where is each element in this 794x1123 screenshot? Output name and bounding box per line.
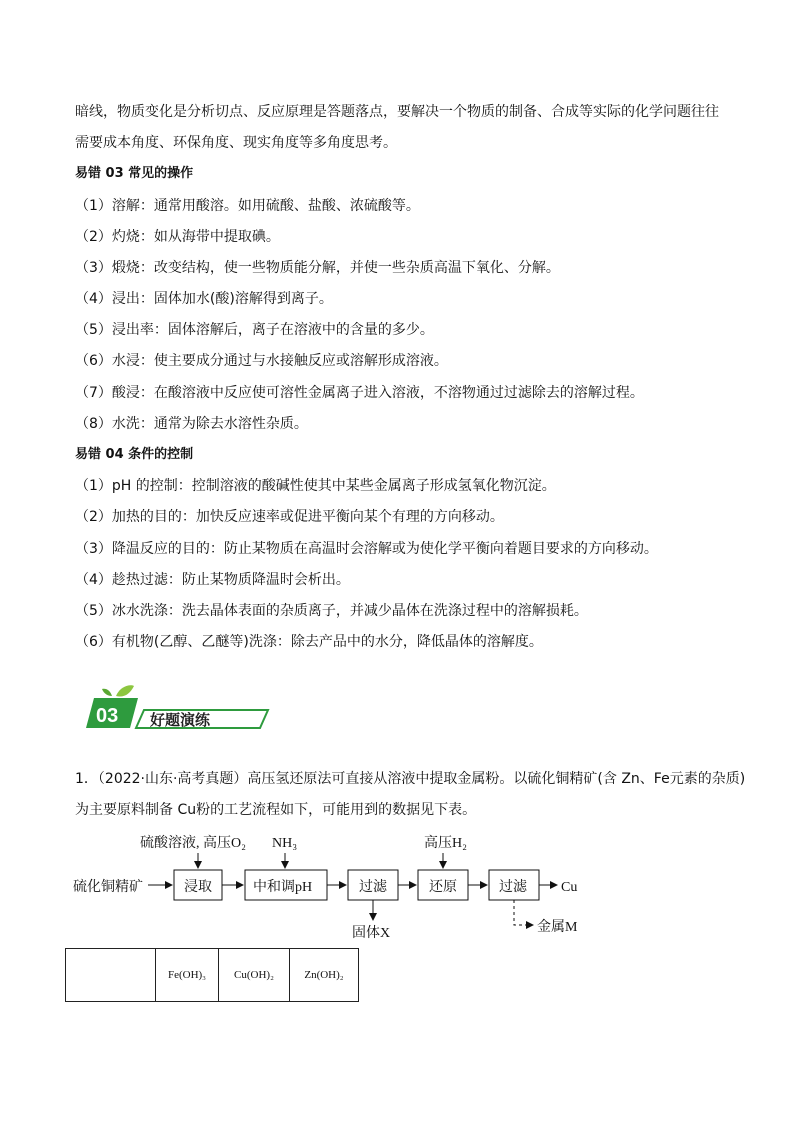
- list-item: （8）水洗：通常为除去水溶性杂质。: [75, 416, 308, 432]
- list-item: （5）冰水洗涤：洗去晶体表面的杂质离子，并减少晶体在洗涤过程中的溶解损耗。: [75, 603, 588, 619]
- table-cell: Cu(OH)₂: [219, 949, 290, 1002]
- intro-line-1: 暗线，物质变化是分析切点、反应原理是答题落点，要解决一个物质的制备、合成等实际的化学问题往往: [75, 104, 719, 120]
- flow-end: Cu: [561, 880, 578, 895]
- list-item: （6）水浸：使主要成分通过与水接触反应或溶解形成溶液。: [75, 353, 448, 369]
- list-item: （6）有机物(乙醇、乙醚等)洗涤：除去产品中的水分，降低晶体的溶解度。: [75, 634, 543, 650]
- list-item: （2）加热的目的：加快反应速率或促进平衡向某个有理的方向移动。: [75, 509, 504, 525]
- flow-step-5: 过滤: [499, 880, 527, 895]
- flow-step-3: 过滤: [359, 880, 387, 895]
- table-cell: [66, 949, 156, 1002]
- flow-start: 硫化铜精矿: [73, 880, 143, 895]
- flow-reagent-3: 高压H₂: [424, 836, 467, 851]
- section-03-title: 易错 03 常见的操作: [75, 166, 194, 181]
- flow-step-1: 浸取: [184, 880, 212, 895]
- list-item: （3）煅烧：改变结构，使一些物质能分解，并使一些杂质高温下氧化、分解。: [75, 260, 560, 276]
- flow-byproduct-2: 金属M: [537, 920, 578, 935]
- intro-line-2: 需要成本角度、环保角度、现实角度等多角度思考。: [75, 135, 397, 151]
- question-line-2: 为主要原料制备 Cu粉的工艺流程如下，可能用到的数据见下表。: [75, 802, 477, 818]
- table-cell: Fe(OH)₃: [156, 949, 219, 1002]
- flow-byproduct-1: 固体X: [352, 926, 391, 941]
- flow-step-2: 中和调pH: [253, 880, 313, 895]
- badge-label: 好题演练: [150, 711, 211, 729]
- list-item: （4）趁热过滤：防止某物质降温时会析出。: [75, 572, 350, 588]
- list-item: （5）浸出率：固体溶解后，离子在溶液中的含量的多少。: [75, 322, 434, 338]
- table-cell: Zn(OH)₂: [290, 949, 359, 1002]
- list-item: （2）灼烧：如从海带中提取碘。: [75, 229, 280, 245]
- list-item: （4）浸出：固体加水(酸)溶解得到离子。: [75, 291, 333, 307]
- data-table: [65, 948, 359, 1002]
- leaf-icon: [116, 685, 134, 696]
- question-line-1: 1．（2022·山东·高考真题）高压氢还原法可直接从溶液中提取金属粉。以硫化铜精矿(含 Zn、Fe元素的杂质): [75, 771, 746, 787]
- flow-reagent-2: NH₃: [272, 836, 298, 851]
- section-badge: [86, 684, 276, 730]
- table-row: [66, 949, 359, 1002]
- list-item: （1）溶解：通常用酸溶。如用硫酸、盐酸、浓硫酸等。: [75, 198, 420, 214]
- list-item: （7）酸浸：在酸溶液中反应使可溶性金属离子进入溶液，不溶物通过过滤除去的溶解过程。: [75, 385, 644, 401]
- process-flow-diagram: [0, 825, 794, 945]
- flow-reagent-1: 硫酸溶液, 高压O₂: [140, 836, 246, 851]
- list-item: （3）降温反应的目的：防止某物质在高温时会溶解或为使化学平衡向着题目要求的方向移动。: [75, 541, 658, 557]
- badge-number: 03: [96, 705, 119, 727]
- list-item: （1）pH 的控制：控制溶液的酸碱性使其中某些金属离子形成氢氧化物沉淀。: [75, 478, 556, 494]
- section-04-title: 易错 04 条件的控制: [75, 447, 194, 462]
- flow-step-4: 还原: [429, 880, 457, 895]
